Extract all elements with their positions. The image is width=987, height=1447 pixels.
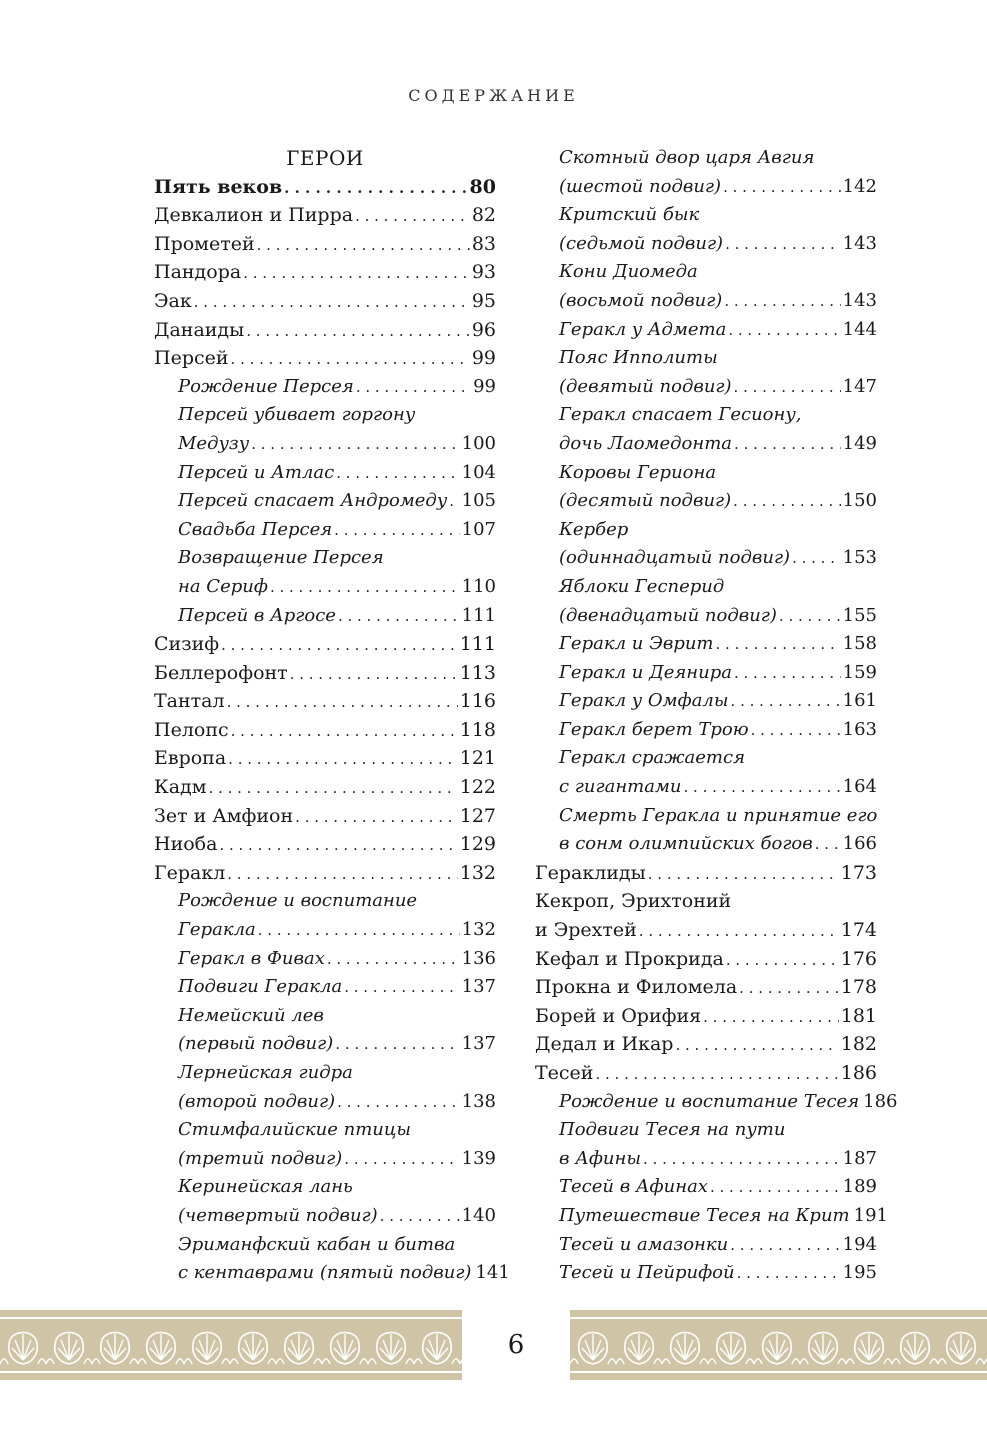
dot-leader xyxy=(194,288,470,317)
toc-entry-title: (третий подвиг) xyxy=(178,1147,343,1169)
toc-entry-page: 111 xyxy=(459,633,496,656)
toc-entry-title: Эриманфский кабан и битва xyxy=(178,1233,456,1255)
toc-entry xyxy=(535,544,877,573)
toc-entry-title: Рождение и воспитание Тесея xyxy=(559,1090,860,1112)
toc-entry-title: Яблоки Гесперид xyxy=(559,575,725,597)
toc-entry-title: (седьмой подвиг) xyxy=(559,232,724,254)
toc-entry-title: Геракл xyxy=(154,861,226,884)
toc-entry-title: Прокна и Филомела xyxy=(535,976,738,999)
toc-entry xyxy=(535,945,877,974)
dot-leader xyxy=(246,317,470,346)
toc-entry xyxy=(535,630,877,659)
dot-leader xyxy=(643,1145,841,1174)
toc-entry-page: 189 xyxy=(842,1176,877,1198)
dot-leader xyxy=(751,716,841,745)
dot-leader xyxy=(336,459,459,488)
dot-leader xyxy=(270,573,460,602)
toc-entry-page: 105 xyxy=(461,490,496,512)
toc-entry xyxy=(154,344,496,373)
dot-leader xyxy=(327,945,460,974)
toc-entry xyxy=(535,316,877,345)
toc-entry xyxy=(154,716,496,745)
toc-entry-title: Геракл у Адмета xyxy=(559,318,727,340)
toc-entry-page: 142 xyxy=(842,175,877,197)
toc-entry xyxy=(535,287,877,316)
toc-entry-page: 155 xyxy=(842,604,877,626)
dot-leader xyxy=(335,1030,459,1059)
dot-leader xyxy=(221,631,458,660)
toc-entry-title: Персей и Атлас xyxy=(178,461,335,483)
toc-entry xyxy=(535,830,877,859)
toc-entry-title: Кербер xyxy=(559,518,629,540)
toc-entry xyxy=(535,1231,877,1260)
dot-leader xyxy=(675,1031,838,1060)
dot-leader xyxy=(734,373,841,402)
toc-entry-title: Персей спасает Андромеду xyxy=(178,490,448,512)
toc-entry-title: Кефал и Прокрида xyxy=(535,947,724,970)
toc-entry xyxy=(154,1116,496,1145)
dot-leader xyxy=(284,174,467,203)
toc-entry-page: 96 xyxy=(471,318,496,341)
toc-entry xyxy=(535,916,877,945)
toc-entry xyxy=(535,1202,888,1231)
toc-entry-title: Скотный двор царя Авгия xyxy=(559,147,815,168)
toc-entry-title: (девятый подвиг) xyxy=(559,375,732,397)
toc-entry-page: 118 xyxy=(459,718,496,741)
toc-entry xyxy=(535,573,877,602)
toc-entry-title: Пять веков xyxy=(154,175,283,198)
dot-leader xyxy=(815,830,841,859)
toc-entry-page: 138 xyxy=(461,1090,496,1112)
dot-leader xyxy=(227,688,458,717)
toc-entry-page: 111 xyxy=(461,604,496,626)
dot-leader xyxy=(731,687,841,716)
toc-entry-title: Сизиф xyxy=(154,633,220,656)
toc-entry-title: Пелопс xyxy=(154,718,229,741)
toc-entry-page: 176 xyxy=(840,947,877,970)
toc-entry-page: 143 xyxy=(842,232,877,254)
dot-leader xyxy=(337,1088,460,1117)
toc-entry xyxy=(154,316,496,345)
toc-entry xyxy=(535,659,877,688)
toc-entry-page: 178 xyxy=(840,976,877,999)
toc-entry-page: 141 xyxy=(475,1262,510,1284)
toc-entry xyxy=(535,459,877,488)
toc-entry-page: 82 xyxy=(471,204,496,227)
toc-entry xyxy=(535,1116,877,1145)
toc-entry xyxy=(535,1173,877,1202)
toc-entry-title: Эак xyxy=(154,289,192,312)
toc-entry-page: 159 xyxy=(842,661,877,683)
toc-entry xyxy=(154,887,496,916)
dot-leader xyxy=(728,316,840,345)
toc-entry-title: (десятый подвиг) xyxy=(559,490,732,512)
dot-leader xyxy=(703,1003,839,1032)
toc-entry xyxy=(154,659,496,688)
toc-entry xyxy=(154,373,496,402)
toc-entry xyxy=(154,744,496,773)
toc-entry xyxy=(535,773,877,802)
toc-entry xyxy=(535,887,877,916)
dot-leader xyxy=(243,259,470,288)
dot-leader xyxy=(639,917,839,946)
toc-entry-title: (второй подвиг) xyxy=(178,1090,336,1112)
toc-entry-title: Геракл сражается xyxy=(559,747,746,769)
toc-entry xyxy=(154,916,496,945)
toc-entry xyxy=(154,945,496,974)
toc-entry-title: Рождение Персея xyxy=(178,375,354,397)
toc-entry xyxy=(154,258,496,287)
toc-entry-title: Персей xyxy=(154,347,229,370)
toc-entry-title: (первый подвиг) xyxy=(178,1033,334,1055)
toc-entry xyxy=(154,544,496,573)
toc-entry xyxy=(535,144,877,173)
toc-entry-page: 110 xyxy=(461,575,496,597)
toc-entry-title: Подвиги Геракла xyxy=(178,976,343,998)
toc-entry-title: Свадьба Персея xyxy=(178,518,333,540)
toc-entry-page: 83 xyxy=(471,232,496,255)
dot-leader xyxy=(290,660,458,689)
toc-entry-page: 122 xyxy=(459,776,496,799)
toc-entry xyxy=(154,1231,496,1260)
toc-entry-title: Девкалион и Пирра xyxy=(154,204,354,227)
toc-entry xyxy=(535,373,877,402)
dot-leader xyxy=(724,287,840,316)
toc-entry-page: 136 xyxy=(461,947,496,969)
toc-entry-page: 186 xyxy=(840,1062,877,1084)
toc-entry-page: 129 xyxy=(459,833,496,856)
toc-entry-title: Геракл спасает Гесиону, xyxy=(559,404,802,426)
toc-entry xyxy=(154,1002,496,1031)
toc-entry xyxy=(535,1030,877,1059)
toc-entry-title: Тесей и амазонки xyxy=(559,1233,729,1255)
toc-entry-page: 121 xyxy=(459,747,496,770)
toc-entry xyxy=(154,1059,496,1088)
toc-entry-title: Гераклиды xyxy=(535,861,646,884)
toc-entry-title: с кентаврами (пятый подвиг) xyxy=(178,1262,472,1284)
toc-entry xyxy=(535,487,877,516)
dot-leader xyxy=(739,974,839,1003)
dot-leader xyxy=(231,717,458,746)
toc-entry-title: и Эрехтей xyxy=(535,919,637,942)
toc-entry xyxy=(535,344,877,373)
dot-leader xyxy=(730,1231,840,1260)
toc-entry-title: Ниоба xyxy=(154,833,218,856)
toc-entry-title: Пандора xyxy=(154,261,242,284)
toc-entry xyxy=(535,1088,898,1117)
toc-entry xyxy=(535,1259,877,1288)
dot-leader xyxy=(734,430,841,459)
dot-leader xyxy=(209,774,458,803)
toc-entry-title: Критский бык xyxy=(559,204,700,226)
dot-leader xyxy=(334,516,459,545)
toc-entry-title: Пояс Ипполиты xyxy=(559,347,718,369)
toc-entry-page: 173 xyxy=(840,861,877,884)
toc-entry-title: Тесей xyxy=(535,1062,594,1084)
toc-entry-page: 174 xyxy=(840,919,877,942)
palmette-border-icon xyxy=(0,1310,462,1380)
toc-entry xyxy=(535,401,877,430)
dot-leader xyxy=(258,916,460,945)
toc-entry-title: в Афины xyxy=(559,1147,642,1169)
toc-entry xyxy=(154,173,496,202)
toc-entry-page: 158 xyxy=(842,633,877,655)
toc-entry-title: дочь Лаомедонта xyxy=(559,432,733,454)
toc-entry xyxy=(154,287,496,316)
toc-entry xyxy=(535,258,877,287)
toc-entry-title: (шестой подвиг) xyxy=(559,175,722,197)
toc-entry-page: 132 xyxy=(461,919,496,941)
toc-entry-page: 194 xyxy=(842,1233,877,1255)
toc-entry-page: 161 xyxy=(842,690,877,712)
palmette-border-icon xyxy=(570,1310,987,1380)
toc-entry xyxy=(154,459,496,488)
toc-entry xyxy=(535,1145,877,1174)
toc-entry-title: Тесей в Афинах xyxy=(559,1176,708,1198)
dot-leader xyxy=(716,630,841,659)
toc-entry-title: Кекроп, Эрихтоний xyxy=(535,890,732,913)
dot-leader xyxy=(231,345,470,374)
toc-entry-page: 107 xyxy=(461,518,496,540)
dot-leader xyxy=(338,602,460,631)
toc-entry xyxy=(154,573,496,602)
toc-entry-title: (четвертый подвиг) xyxy=(178,1204,378,1226)
toc-entry xyxy=(535,687,877,716)
dot-leader xyxy=(295,803,458,832)
toc-entry-title: Беллерофонт xyxy=(154,661,288,684)
toc-entry-page: 139 xyxy=(461,1147,496,1169)
toc-entry-page: 186 xyxy=(863,1090,898,1112)
dot-leader xyxy=(257,231,470,260)
toc-entry xyxy=(535,516,877,545)
toc-column-left xyxy=(154,144,510,1288)
toc-entry xyxy=(535,802,877,831)
toc-entry xyxy=(154,487,496,516)
toc-entry-title: Геракла xyxy=(178,919,256,941)
toc-entry-page: 137 xyxy=(461,1033,496,1055)
dot-leader xyxy=(792,544,841,573)
toc-entry-title: с гигантами xyxy=(559,776,682,798)
toc-entry-title: Возвращение Персея xyxy=(178,547,384,569)
toc-entry xyxy=(535,716,877,745)
toc-entry-title: Персей в Аргосе xyxy=(178,604,336,626)
running-title: СОДЕРЖАНИЕ xyxy=(408,86,579,105)
toc-entry xyxy=(535,859,877,888)
toc-entry-page: 181 xyxy=(840,1004,877,1027)
toc-entry-title: Прометей xyxy=(154,232,255,255)
toc-entry xyxy=(535,744,877,773)
toc-entry-title: Путешествие Тесея на Крит xyxy=(559,1204,850,1226)
dot-leader xyxy=(710,1173,841,1202)
toc-entry xyxy=(535,1002,877,1031)
toc-entry xyxy=(154,830,496,859)
toc-entry-title: Данаиды xyxy=(154,318,245,341)
toc-entry-title: в сонм олимпийских богов xyxy=(559,833,813,855)
toc-entry-title: Лернейская гидра xyxy=(178,1062,353,1083)
toc-entry xyxy=(154,230,496,259)
toc-entry xyxy=(154,516,496,545)
toc-entry-title: на Сериф xyxy=(178,575,268,597)
toc-entry-title: Подвиги Тесея на пути xyxy=(559,1119,786,1141)
toc-entry xyxy=(154,1030,496,1059)
toc-entry-title: Европа xyxy=(154,747,227,770)
toc-entry-title: Геракл берет Трою xyxy=(559,718,749,740)
toc-entry-page: 100 xyxy=(461,432,496,454)
page-number: 6 xyxy=(507,1330,525,1360)
toc-entry-page: 137 xyxy=(461,976,496,998)
toc-entry-title: Смерть Геракла и принятие его xyxy=(559,804,878,826)
dot-leader xyxy=(251,430,459,459)
toc-entry-title: Медузу xyxy=(178,432,250,454)
toc-entry-page: 132 xyxy=(459,861,496,884)
section-heading xyxy=(154,144,496,173)
toc-entry xyxy=(535,602,877,631)
toc-entry-title: Рождение и воспитание xyxy=(178,890,418,912)
dot-leader xyxy=(344,973,459,1002)
dot-leader xyxy=(227,860,457,889)
dot-leader xyxy=(779,602,841,631)
toc-entry-page: 99 xyxy=(473,375,496,397)
toc-entry-title: Геракл и Деянира xyxy=(559,661,732,683)
toc-entry-page: 144 xyxy=(842,318,877,340)
dot-leader xyxy=(734,659,841,688)
toc-entry-title: Тесей и Пейрифой xyxy=(559,1262,735,1284)
toc-entry xyxy=(154,1259,510,1288)
dot-leader xyxy=(648,860,839,889)
dot-leader xyxy=(356,373,471,402)
dot-leader xyxy=(595,1060,838,1089)
dot-leader xyxy=(737,1259,841,1288)
toc-entry xyxy=(535,173,877,202)
toc-entry xyxy=(154,430,496,459)
dot-leader xyxy=(723,173,841,202)
toc-entry xyxy=(535,201,877,230)
toc-entry-title: Зет и Амфион xyxy=(154,804,294,827)
toc-entry-page: 127 xyxy=(459,804,496,827)
dot-leader xyxy=(684,773,841,802)
toc-entry-page: 93 xyxy=(471,261,496,284)
toc-entry-page: 116 xyxy=(459,690,496,713)
toc-entry-title: Кадм xyxy=(154,776,207,799)
toc-entry xyxy=(154,602,496,631)
toc-entry xyxy=(154,630,496,659)
toc-entry-title: Геракл в Фивах xyxy=(178,947,325,969)
toc-entry-page: 140 xyxy=(461,1204,496,1226)
toc-entry xyxy=(535,230,877,259)
toc-entry xyxy=(154,687,496,716)
toc-column-right xyxy=(535,144,898,1288)
toc-entry-title: ГЕРОИ xyxy=(286,146,364,170)
toc-entry-title: Стимфалийские птицы xyxy=(178,1119,412,1141)
toc-entry-title: (двенадцатый подвиг) xyxy=(559,604,777,626)
toc-entry-page: 113 xyxy=(459,661,496,684)
toc-entry xyxy=(154,1088,496,1117)
toc-entry-page: 147 xyxy=(842,375,877,397)
toc-entry-page: 95 xyxy=(471,289,496,312)
toc-entry-title: Коровы Гериона xyxy=(559,461,717,483)
toc-entry-page: 99 xyxy=(471,347,496,370)
toc-entry xyxy=(535,973,877,1002)
dot-leader xyxy=(219,831,457,860)
toc-entry-page: 163 xyxy=(842,718,877,740)
dot-leader xyxy=(380,1202,460,1231)
toc-entry-title: Геракл у Омфалы xyxy=(559,690,729,712)
toc-entry-page: 164 xyxy=(842,776,877,798)
toc-entry xyxy=(154,859,496,888)
toc-entry-title: Дедал и Икар xyxy=(535,1033,674,1056)
dot-leader xyxy=(725,230,841,259)
dot-leader xyxy=(733,487,840,516)
toc-entry-page: 187 xyxy=(842,1147,877,1169)
toc-entry xyxy=(154,973,496,1002)
toc-entry-title: (восьмой подвиг) xyxy=(559,289,723,311)
toc-entry xyxy=(154,773,496,802)
toc-entry-page: 191 xyxy=(853,1204,888,1226)
dot-leader xyxy=(344,1145,459,1174)
toc-entry-title: Тантал xyxy=(154,690,225,713)
toc-entry-page: 166 xyxy=(842,833,877,855)
toc-entry xyxy=(535,430,877,459)
toc-entry xyxy=(154,201,496,230)
toc-entry xyxy=(154,802,496,831)
toc-entry-page: 143 xyxy=(842,289,877,311)
toc-entry-title: Керинейская лань xyxy=(178,1176,353,1198)
toc-entry-title: Персей убивает горгону xyxy=(178,404,416,426)
dot-leader xyxy=(228,745,458,774)
toc-entry-title: Немейский лев xyxy=(178,1004,324,1026)
toc-entry-page: 150 xyxy=(842,490,877,512)
toc-entry-page: 80 xyxy=(469,175,496,198)
toc-entry-title: (одиннадцатый подвиг) xyxy=(559,547,791,569)
toc-entry xyxy=(154,1145,496,1174)
toc-entry-page: 149 xyxy=(842,432,877,454)
dot-leader xyxy=(726,946,839,975)
toc-entry-title: Борей и Орифия xyxy=(535,1004,702,1027)
toc-entry xyxy=(154,1202,496,1231)
dot-leader xyxy=(449,487,459,516)
dot-leader xyxy=(355,202,470,231)
toc-entry-title: Геракл и Эврит xyxy=(559,633,714,655)
toc-entry xyxy=(154,401,496,430)
toc-entry xyxy=(535,1059,877,1088)
toc-entry-page: 104 xyxy=(461,461,496,483)
toc-entry-title: Кони Диомеда xyxy=(559,261,698,283)
toc-entry-page: 195 xyxy=(842,1262,877,1284)
toc-entry-page: 153 xyxy=(842,547,877,569)
toc-entry xyxy=(154,1173,496,1202)
toc-entry-page: 182 xyxy=(840,1033,877,1056)
